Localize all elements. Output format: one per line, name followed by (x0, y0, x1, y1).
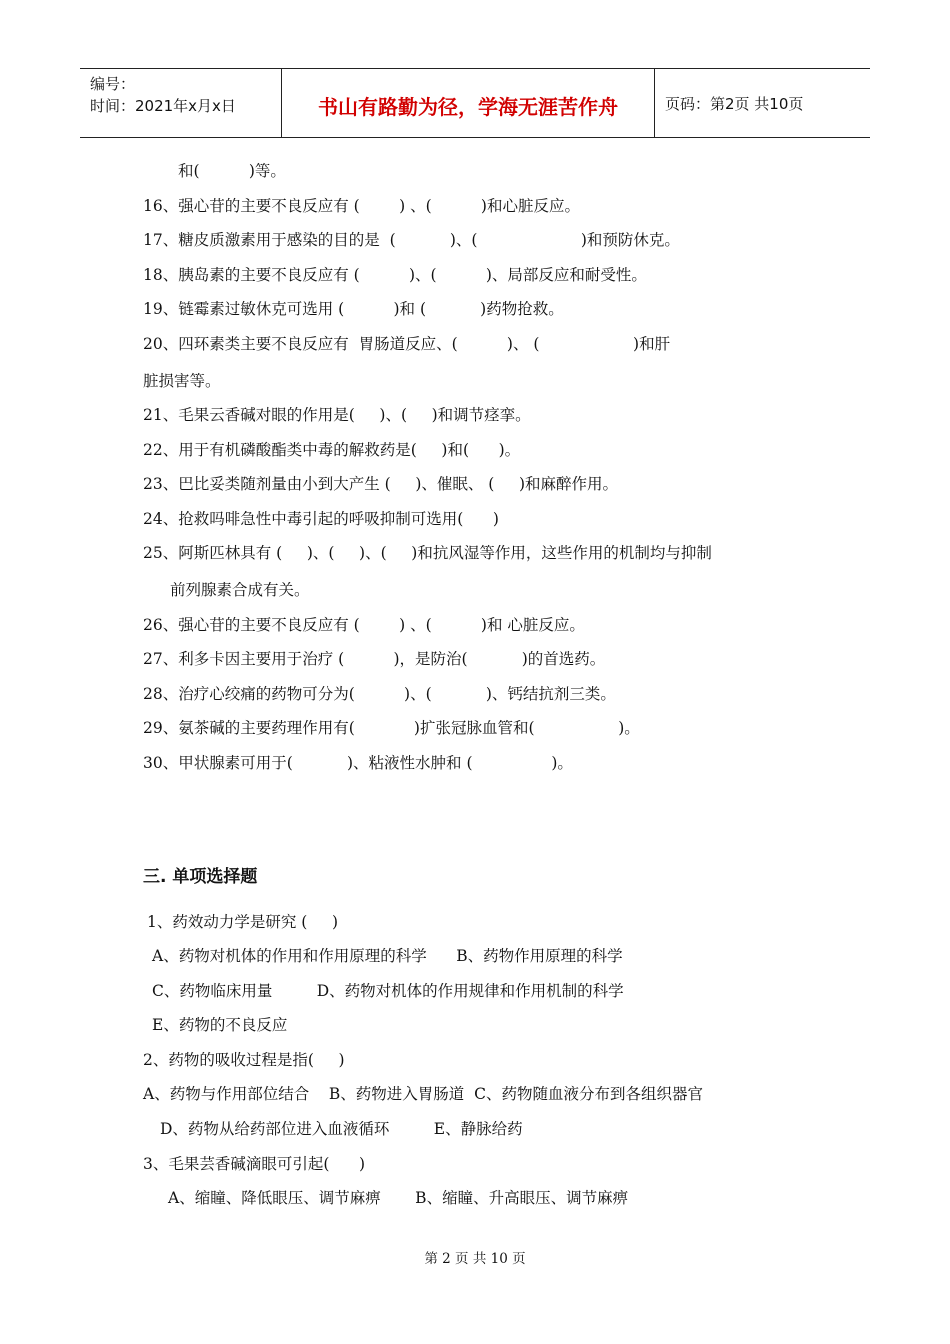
fill-blank-line: 23、巴比妥类随剂量由小到大产生 ( )、催眠、 ( )和麻醉作用。 (143, 475, 619, 493)
header-page-label: 页码：第2页 共10页 (665, 95, 804, 113)
option-line: A、药物与作用部位结合 B、药物进入胃肠道 C、药物随血液分布到各组织器官 (143, 1085, 704, 1103)
fill-blank-line: 17、糖皮质激素用于感染的目的是 ( )、( )和预防休克。 (143, 231, 680, 249)
fill-blank-line: 18、胰岛素的主要不良反应有 ( )、( )、局部反应和耐受性。 (143, 266, 647, 284)
option-line: A、缩瞳、降低眼压、调节麻痹 B、缩瞳、升高眼压、调节麻痹 (168, 1189, 629, 1207)
fill-blank-line: 脏损害等。 (143, 372, 221, 390)
section-title: 三. 单项选择题 (143, 867, 258, 887)
fill-blank-line: 21、毛果云香碱对眼的作用是( )、( )和调节痉挛。 (143, 406, 531, 424)
fill-blank-line: 24、抢救吗啡急性中毒引起的呼吸抑制可选用( ) (143, 510, 499, 528)
page-header (80, 68, 870, 138)
fill-blank-line: 28、治疗心绞痛的药物可分为( )、( )、钙结抗剂三类。 (143, 685, 616, 703)
number-label: 编号： (90, 75, 136, 93)
fill-blank-line: 25、阿斯匹林具有 ( )、( )、( )和抗风湿等作用，这些作用的机制均与抑制 (143, 544, 712, 562)
question-line: 3、毛果芸香碱滴眼可引起( ) (143, 1155, 366, 1173)
fill-blank-line: 26、强心苷的主要不良反应有 ( ) 、( )和 心脏反应。 (143, 616, 585, 634)
fill-blank-line: 16、强心苷的主要不良反应有 ( ) 、( )和心脏反应。 (143, 197, 580, 215)
page-footer: 第 2 页 共 10 页 (424, 1251, 526, 1267)
date-label: 时间：2021年x月x日 (90, 97, 236, 115)
header-motto: 书山有路勤为径，学海无涯苦作舟 (282, 69, 655, 137)
option-line: C、药物临床用量 D、药物对机体的作用规律和作用机制的科学 (152, 982, 624, 1000)
fill-blank-line: 29、氨茶碱的主要药理作用有( )扩张冠脉血管和( )。 (143, 719, 640, 737)
question-line: 1、药效动力学是研究 ( ) (147, 913, 339, 931)
fill-blank-line: 22、用于有机磷酸酯类中毒的解救药是( )和( )。 (143, 441, 521, 459)
option-line: A、药物对机体的作用和作用原理的科学 B、药物作用原理的科学 (152, 947, 623, 965)
fill-blank-line: 30、甲状腺素可用于( )、粘液性水肿和 ( )。 (143, 754, 573, 772)
option-line: E、药物的不良反应 (152, 1016, 288, 1034)
header-meta-cell (80, 69, 282, 137)
option-line: D、药物从给药部位进入血液循环 E、静脉给药 (160, 1120, 523, 1138)
fill-blank-line: 20、四环素类主要不良反应有 胃肠道反应、( )、 ( )和肝 (143, 335, 671, 353)
fill-blank-line: 和( )等。 (178, 162, 286, 180)
fill-blank-line: 27、利多卡因主要用于治疗 ( )，是防治( )的首选药。 (143, 650, 606, 668)
question-line: 2、药物的吸收过程是指( ) (143, 1051, 345, 1069)
fill-blank-line: 19、链霉素过敏休克可选用 ( )和 ( )药物抢救。 (143, 300, 564, 318)
fill-blank-line: 前列腺素合成有关。 (170, 581, 310, 599)
